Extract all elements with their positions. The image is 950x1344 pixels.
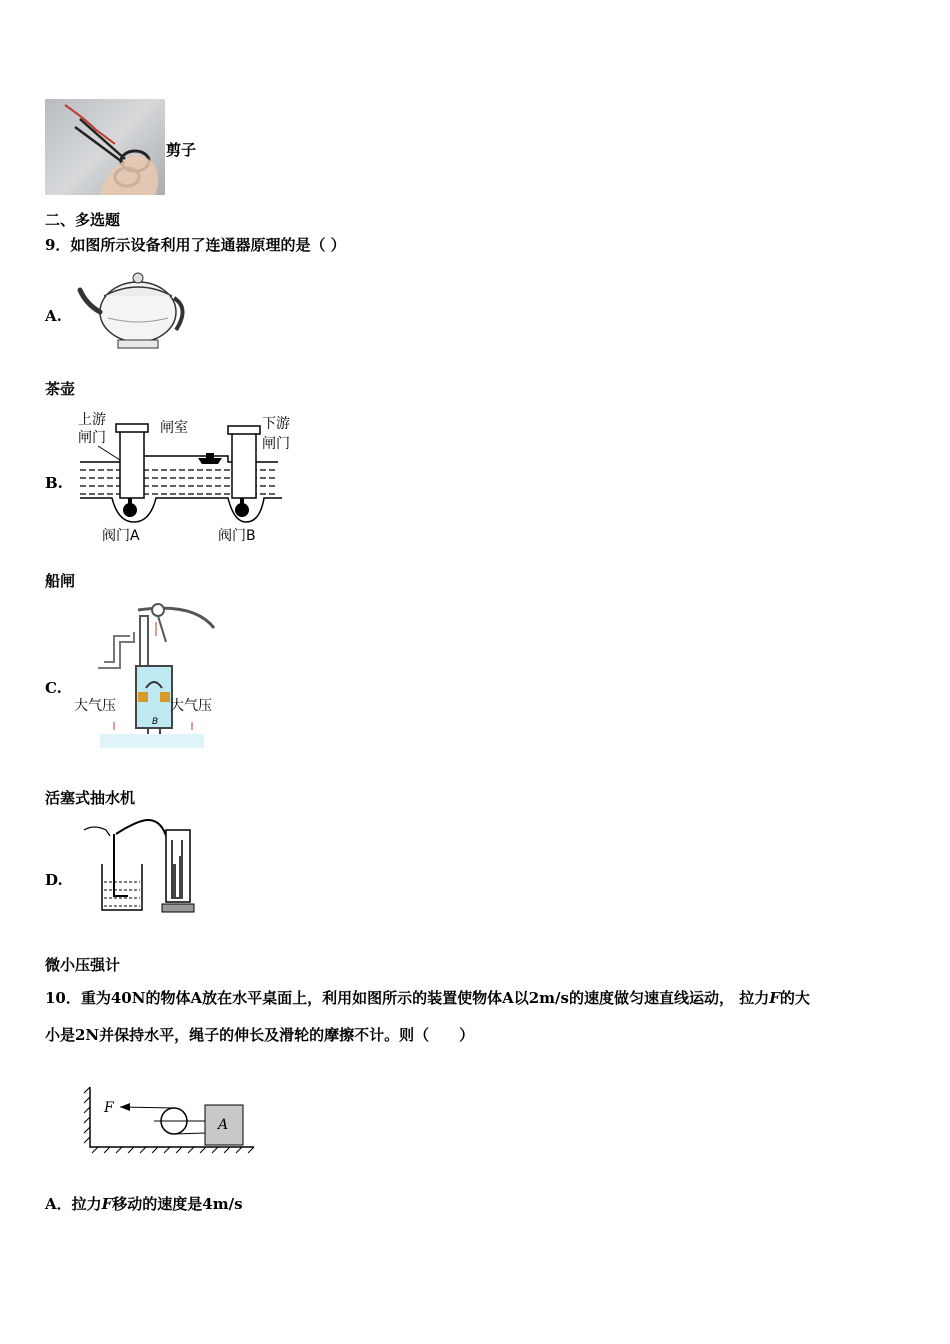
question-9-stem: 9．如图所示设备利用了连通器原理的是（ ）: [45, 236, 346, 254]
force-label: F: [104, 1100, 114, 1116]
option-d-caption: 微小压强计: [45, 956, 121, 974]
option-a-prefix: A．拉力: [45, 1195, 102, 1213]
pump-valve-mark: B: [152, 717, 159, 727]
force-variable: F: [769, 989, 780, 1007]
question-10-stem-end: 的大: [779, 989, 810, 1007]
question-10-option-a: [45, 1194, 243, 1214]
pulley-diagram: [84, 1085, 259, 1155]
valve-b-label: 阀门B: [218, 528, 256, 544]
scissors-photo: [45, 99, 165, 195]
piston-pump-diagram: [74, 602, 224, 752]
option-d-label: D.: [45, 871, 63, 889]
scissors-icon: [45, 99, 165, 195]
teapot-icon: [78, 268, 188, 358]
lock-upstream-gate-label: 闸门: [78, 430, 106, 446]
option-a-label: A.: [45, 307, 62, 325]
lock-downstream-label: 下游: [262, 416, 290, 432]
section-title: 二、多选题: [45, 211, 121, 229]
option-a-force-variable: F: [101, 1195, 113, 1213]
option-a-caption: 茶壶: [45, 380, 76, 398]
option-c-label: C.: [45, 679, 62, 697]
pressure-gauge-diagram: [78, 820, 198, 915]
valve-a-label: 阀门A: [102, 528, 140, 544]
atm-pressure-right-label: 大气压: [170, 698, 212, 714]
lock-chamber-label: 闸室: [160, 420, 188, 436]
lock-downstream-gate-label: 闸门: [262, 436, 290, 452]
option-b-label: B.: [45, 474, 63, 492]
atm-pressure-left-label: 大气压: [74, 698, 116, 714]
option-b-caption: 船闸: [45, 572, 76, 590]
question-10-stem-line2: 小是2N并保持水平，绳子的伸长及滑轮的摩擦不计。则（ ）: [45, 1026, 475, 1044]
ship-lock-diagram: [78, 410, 308, 545]
option-c-caption: 活塞式抽水机: [45, 789, 136, 807]
scissors-caption: 剪子: [166, 141, 197, 159]
question-10-stem-text: 10．重为40N的物体A放在水平桌面上，利用如图所示的装置使物体A以2m/s的速度做匀速直线运动， 拉力: [45, 989, 770, 1007]
lock-upstream-label: 上游: [78, 412, 106, 428]
option-a-suffix: 移动的速度是4m/s: [112, 1195, 243, 1213]
question-10-stem-line1: [45, 988, 810, 1008]
block-label: A: [218, 1117, 229, 1133]
